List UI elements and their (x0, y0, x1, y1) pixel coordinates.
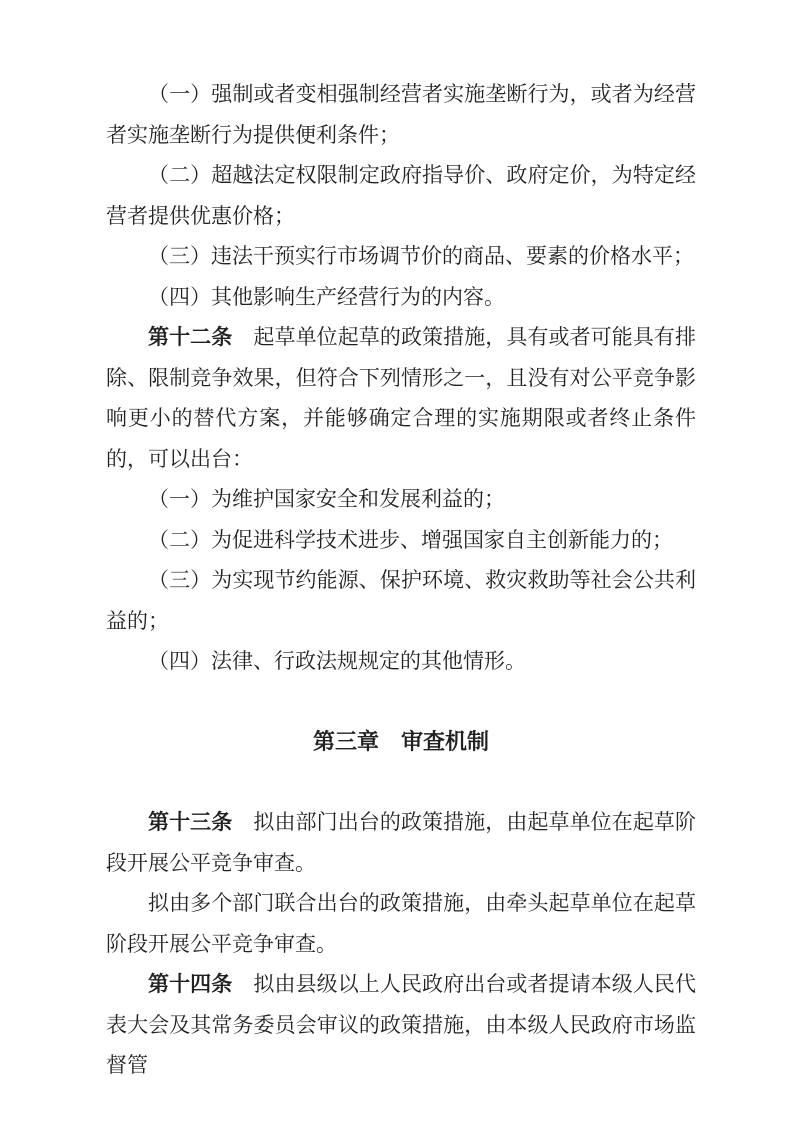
article-number: 第十三条 (148, 810, 233, 834)
body-paragraph: 拟由多个部门联合出台的政策措施，由牵头起草单位在起草阶段开展公平竞争审查。 (106, 891, 696, 956)
article-paragraph (106, 317, 696, 479)
list-item: （二）为促进科学技术进步、增强国家自主创新能力的； (148, 527, 673, 552)
chapter-heading: 第三章 审查机制 (312, 728, 489, 754)
list-item: （一）为维护国家安全和发展利益的； (148, 487, 505, 511)
list-item: （三）为实现节约能源、保护环境、救灾救助等社会公共利益的； (106, 568, 696, 633)
article-number: 第十四条 (148, 972, 233, 996)
article-paragraph (106, 964, 696, 1086)
article-text: 起草单位起草的政策措施，具有或者可能具有排除、限制竞争效果，但符合下列情形之一，且没有对公平竞争影响更小的替代方案，并能够确定合理的实施期限或者终止条件的，可以出台： (106, 325, 697, 471)
article-number: 第十二条 (148, 325, 233, 349)
list-item: （一）强制或者变相强制经营者实施垄断行为，或者为经营者实施垄断行为提供便利条件； (106, 82, 696, 147)
list-item: （三）违法干预实行市场调节价的商品、要素的价格水平； (148, 244, 694, 268)
list-item: （四）法律、行政法规规定的其他情形。 (148, 649, 526, 673)
article-text: 拟由县级以上人民政府出台或者提请本级人民代表大会及其常务委员会审议的政策措施，由本级人民政府市场监督管 (106, 972, 697, 1077)
article-text: 拟由部门出台的政策措施，由起草单位在起草阶段开展公平竞争审查。 (106, 810, 697, 875)
article-paragraph (106, 802, 696, 883)
list-item: （四）其他影响生产经营行为的内容。 (148, 284, 505, 309)
list-item: （二）超越法定权限制定政府指导价、政府定价，为特定经营者提供优惠价格； (106, 163, 696, 228)
